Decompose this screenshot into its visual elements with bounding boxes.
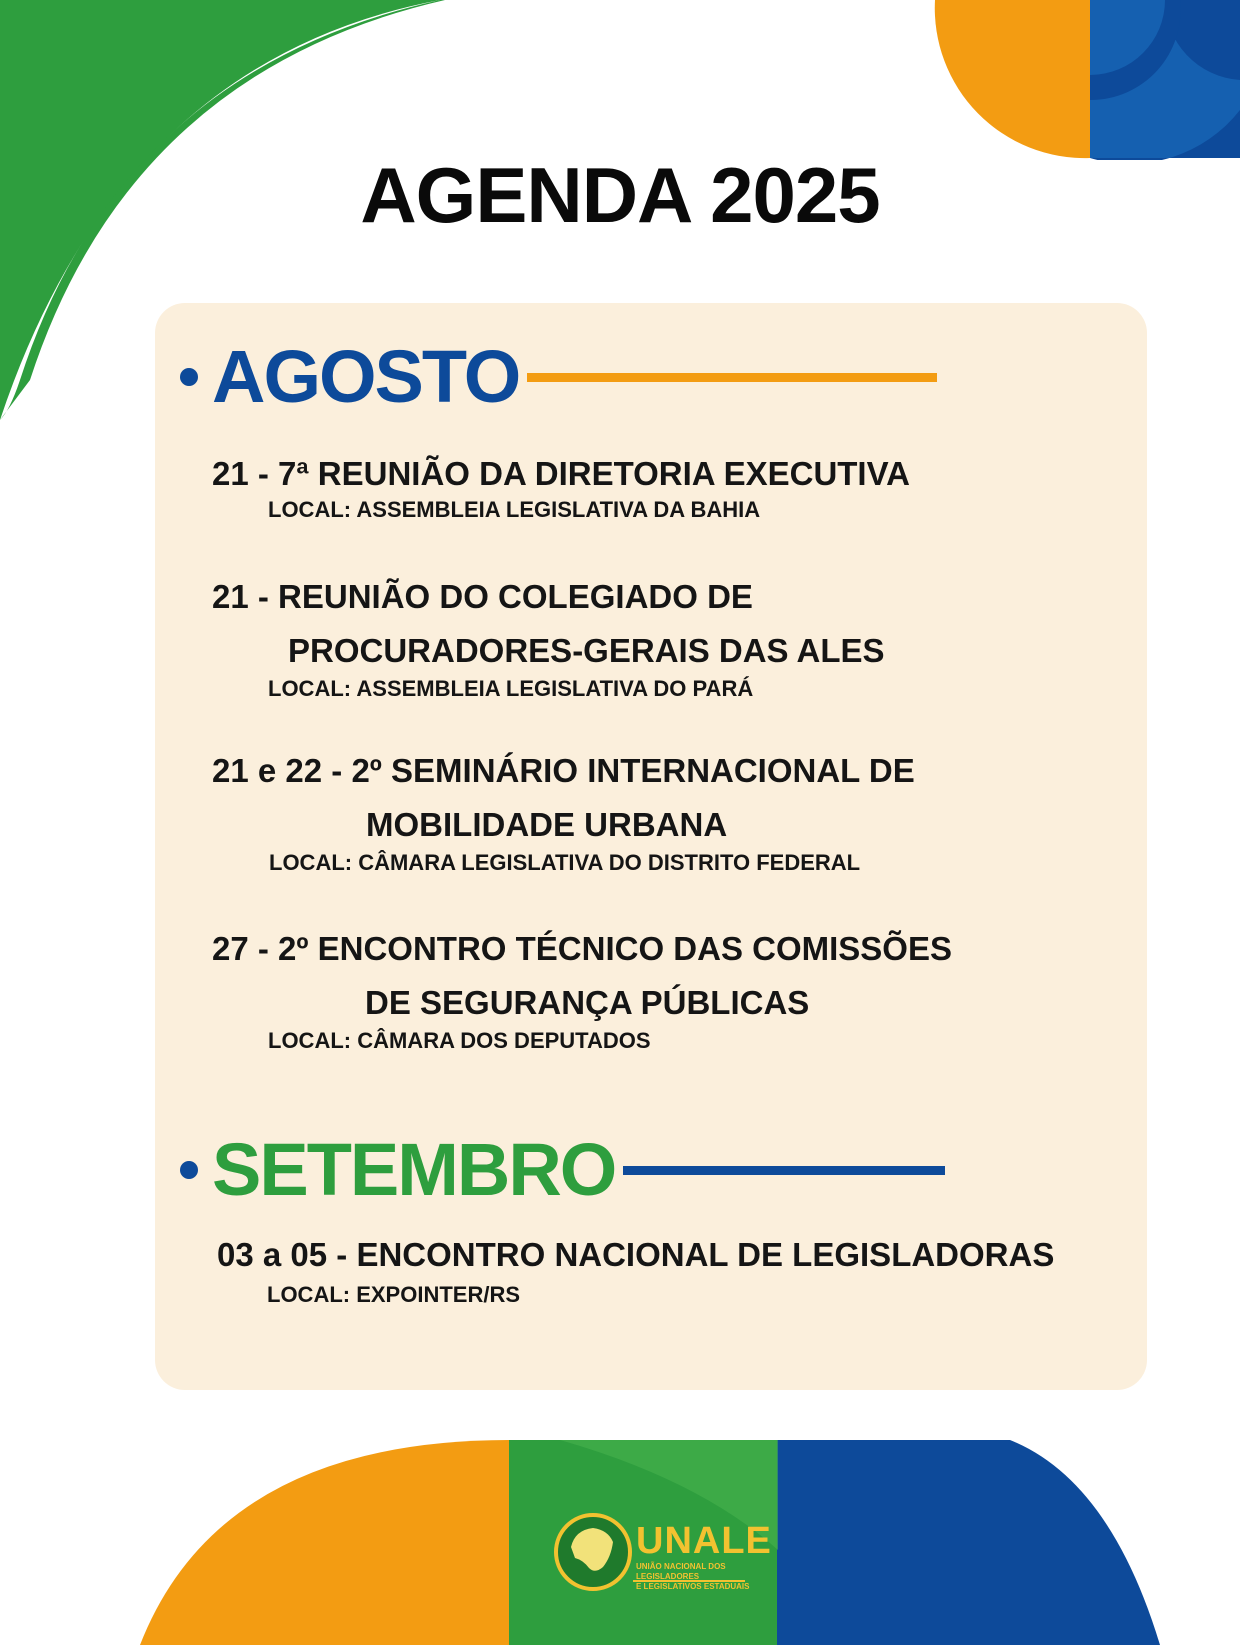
month-heading-setembro — [180, 1128, 945, 1211]
bullet-icon — [180, 368, 198, 386]
event-title: 7ª REUNIÃO DA DIRETORIA EXECUTIVA — [278, 455, 910, 492]
event-location: LOCAL: CÂMARA LEGISLATIVA DO DISTRITO FEDERAL — [269, 850, 861, 875]
event-item — [212, 744, 915, 878]
month-underline — [623, 1166, 945, 1175]
page-title: AGENDA 2025 — [360, 151, 880, 239]
event-title: REUNIÃO DO COLEGIADO DE — [278, 578, 753, 615]
logo-subtitle: UNIÃO NACIONAL DOS LEGISLADORES E LEGISLATIVOS ESTADUAIS — [636, 1562, 750, 1591]
event-item — [217, 1228, 1054, 1310]
event-location: LOCAL: ASSEMBLEIA LEGISLATIVA DO PARÁ — [268, 676, 754, 701]
event-item — [212, 447, 910, 525]
event-date: 03 a 05 - — [217, 1236, 348, 1273]
event-date: 21 e 22 - — [212, 752, 343, 789]
bullet-icon — [180, 1161, 198, 1179]
event-title: 2º ENCONTRO TÉCNICO DAS COMISSÕES — [278, 930, 953, 967]
event-title: 2º SEMINÁRIO INTERNACIONAL DE — [351, 752, 915, 789]
month-heading-agosto — [180, 335, 937, 418]
event-title-continued: MOBILIDADE URBANA — [366, 806, 728, 843]
month-label: SETEMBRO — [212, 1128, 616, 1211]
event-title: ENCONTRO NACIONAL DE LEGISLADORAS — [356, 1236, 1055, 1273]
event-location: LOCAL: ASSEMBLEIA LEGISLATIVA DA BAHIA — [268, 497, 761, 522]
event-title-continued: DE SEGURANÇA PÚBLICAS — [365, 984, 810, 1021]
event-title-continued: PROCURADORES-GERAIS DAS ALES — [288, 632, 885, 669]
event-item — [212, 922, 952, 1056]
event-location: LOCAL: EXPOINTER/RS — [267, 1282, 521, 1307]
event-location: LOCAL: CÂMARA DOS DEPUTADOS — [268, 1028, 651, 1053]
corner-decoration — [920, 0, 1240, 160]
event-date: 27 - — [212, 930, 269, 967]
logo-wordmark: UNALE — [636, 1520, 772, 1562]
month-underline — [527, 373, 937, 382]
event-date: 21 - — [212, 455, 269, 492]
event-item — [212, 570, 885, 704]
month-label: AGOSTO — [212, 335, 520, 418]
event-date: 21 - — [212, 578, 269, 615]
